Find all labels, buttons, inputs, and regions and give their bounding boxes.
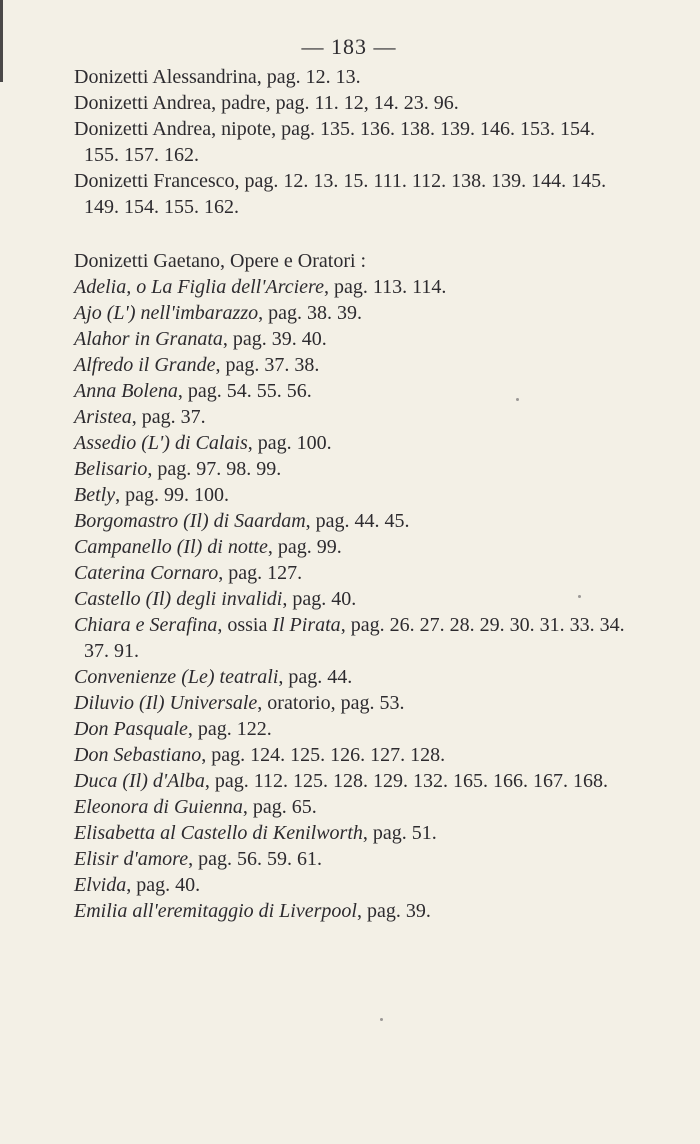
work-pages: , pag. 113. 114. xyxy=(323,276,447,298)
index-page xyxy=(74,30,634,924)
work-entry xyxy=(74,690,634,716)
section-heading: Donizetti Gaetano, Opere e Oratori : xyxy=(74,250,367,272)
work-pages: , pag. 97. 98. 99. xyxy=(147,458,282,480)
work-title: Convenienze (Le) teatrali xyxy=(74,666,279,688)
work-pages: , pag. 127. xyxy=(218,562,303,584)
work-entry xyxy=(74,378,634,404)
work-pages: , pag. 99. 100. xyxy=(115,484,229,506)
work-pages: , pag. 40. xyxy=(282,588,357,610)
work-title: Castello (Il) degli invalidi xyxy=(74,588,283,610)
work-title: Elisir d'amore xyxy=(74,848,189,870)
work-entry xyxy=(74,872,634,898)
work-entry xyxy=(74,898,634,924)
work-title: Alahor in Granata xyxy=(74,328,223,350)
work-entry xyxy=(74,560,634,586)
work-title: Belisario xyxy=(74,458,148,480)
work-alt-title: Il Pirata xyxy=(272,614,341,636)
person-entries xyxy=(74,64,634,220)
work-title: Duca (Il) d'Alba xyxy=(74,770,205,792)
work-pages: , pag. 39. xyxy=(356,900,431,922)
work-entry xyxy=(74,300,634,326)
work-title: Aristea xyxy=(74,406,132,428)
work-entry xyxy=(74,846,634,872)
work-title: Elvida xyxy=(74,874,127,896)
person-entry: Donizetti Andrea, padre, pag. 11. 12, 14. 23. 96. xyxy=(74,92,459,114)
work-entry xyxy=(74,404,634,430)
work-entry xyxy=(74,820,634,846)
work-entry xyxy=(74,768,634,794)
work-entry xyxy=(74,352,634,378)
work-pages: , pag. 112. 125. 128. 129. 132. 165. 166. 167. 168. xyxy=(204,770,609,792)
works-list xyxy=(74,274,634,924)
work-entry xyxy=(74,794,634,820)
section-gap xyxy=(74,220,634,248)
work-entry xyxy=(74,716,634,742)
page-number: — 183 — xyxy=(301,34,397,59)
work-title: Emilia all'eremitaggio di Liverpool xyxy=(74,900,357,922)
work-title: Anna Bolena xyxy=(74,380,178,402)
work-pages: , pag. 122. xyxy=(187,718,272,740)
work-pages: , pag. 39. 40. xyxy=(222,328,327,350)
work-pages: , pag. 37. xyxy=(131,406,206,428)
work-title: Elisabetta al Castello di Kenilworth xyxy=(74,822,363,844)
work-pages: , pag. 65. xyxy=(242,796,317,818)
work-entry xyxy=(74,274,634,300)
person-entry: Donizetti Alessandrina, pag. 12. 13. xyxy=(74,66,361,88)
work-pages: , pag. 38. 39. xyxy=(258,302,363,324)
work-pages: , pag. 56. 59. 61. xyxy=(188,848,322,870)
work-entry xyxy=(74,482,634,508)
work-entry xyxy=(74,508,634,534)
work-title: Diluvio (Il) Universale xyxy=(74,692,258,714)
work-title: Adelia, o La Figlia dell'Arciere xyxy=(74,276,324,298)
work-title: Campanello (Il) di notte xyxy=(74,536,268,558)
work-entry xyxy=(74,586,634,612)
work-pages: , pag. 44. 45. xyxy=(305,510,410,532)
work-entry xyxy=(74,742,634,768)
work-entry xyxy=(74,664,634,690)
work-pages: , pag. 51. xyxy=(362,822,437,844)
work-title: Assedio (L') di Calais xyxy=(74,432,248,454)
work-pages: , pag. 54. 55. 56. xyxy=(177,380,312,402)
work-pages: , pag. 37. 38. xyxy=(215,354,320,376)
work-entry xyxy=(74,430,634,456)
work-pages: , pag. 26. 27. 28. 29. 30. 31. 33. 34. 37. 91. xyxy=(84,614,625,662)
work-title: Alfredo il Grande xyxy=(74,354,216,376)
work-pages: , pag. 100. xyxy=(247,432,332,454)
work-title: Ajo (L') nell'imbarazzo xyxy=(74,302,259,324)
work-title: Chiara e Serafina xyxy=(74,614,218,636)
work-title: Don Sebastiano xyxy=(74,744,202,766)
paper-speck xyxy=(380,1018,383,1021)
work-entry xyxy=(74,456,634,482)
work-pages: , oratorio, pag. 53. xyxy=(257,692,405,714)
page-binding-edge xyxy=(0,0,3,82)
work-title: Betly xyxy=(74,484,116,506)
work-pages: , pag. 44. xyxy=(278,666,353,688)
person-entry: Donizetti Francesco, pag. 12. 13. 15. 111. 112. 138. 139. 144. 145. 149. 154. 155. 162. xyxy=(74,170,607,218)
work-pages: , pag. 124. 125. 126. 127. 128. xyxy=(201,744,446,766)
work-title: Eleonora di Guienna xyxy=(74,796,243,818)
work-pages: , ossia xyxy=(217,614,273,636)
work-title: Caterina Cornaro xyxy=(74,562,219,584)
work-title: Don Pasquale xyxy=(74,718,188,740)
work-pages: , pag. 99. xyxy=(267,536,342,558)
work-entry xyxy=(74,612,634,664)
work-entry xyxy=(74,326,634,352)
work-pages: , pag. 40. xyxy=(126,874,201,896)
work-entry xyxy=(74,534,634,560)
person-entry: Donizetti Andrea, nipote, pag. 135. 136. 138. 139. 146. 153. 154. 155. 157. 162. xyxy=(74,118,596,166)
work-title: Borgomastro (Il) di Saardam xyxy=(74,510,306,532)
